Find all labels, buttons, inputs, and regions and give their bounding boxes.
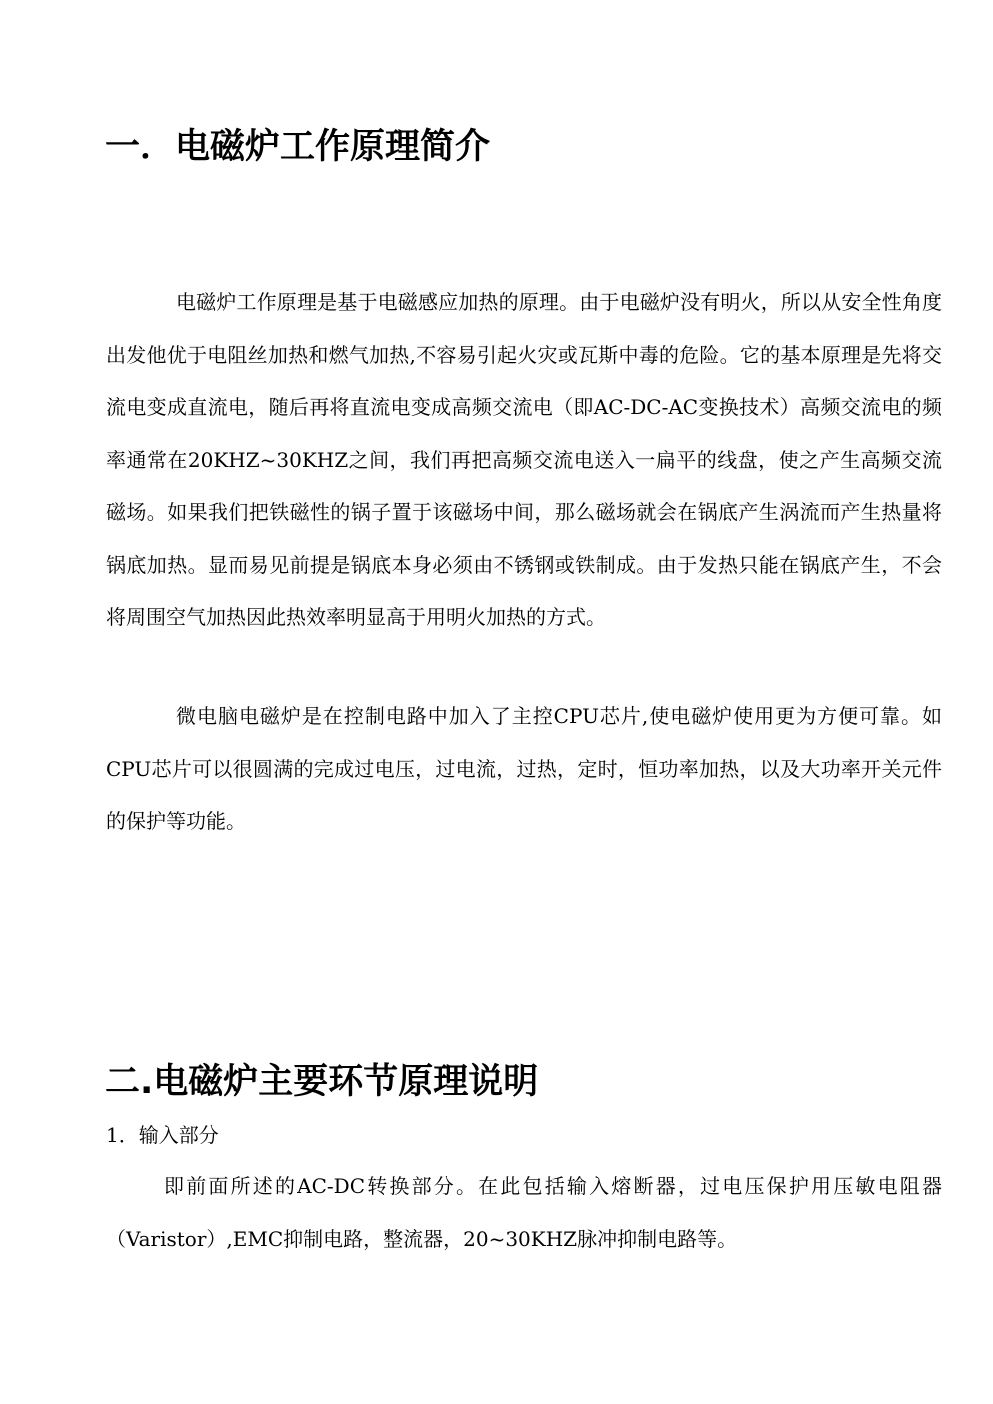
section-1-heading: 一．电磁炉工作原理简介 [105, 127, 491, 167]
section-2-heading: 二.电磁炉主要环节原理说明 [105, 1062, 539, 1102]
section-1-paragraph-2: 微电脑电磁炉是在控制电路中加入了主控CPU芯片,使电磁炉使用更为方便可靠。如CPU芯片可以很圆满的完成过电压，过电流，过热，定时，恒功率加热，以及大功率开关元件的保护等功能。 [106, 704, 942, 833]
subsection-1-paragraph: 即前面所述的AC-DC转换部分。在此包括输入熔断器，过电压保护用压敏电阻器（Varistor）,EMC抑制电路，整流器，20~30KHZ脉冲抑制电路等。 [106, 1174, 942, 1251]
section-1-paragraph-1: 电磁炉工作原理是基于电磁感应加热的原理。由于电磁炉没有明火，所以从安全性角度出发他优于电阻丝加热和燃气加热,不容易引起火灾或瓦斯中毒的危险。它的基本原理是先将交流电变成直流电，随后再将直流电变成高频交流电（即AC-DC-AC变换技术）高频交流电的频率通常在20KHZ~30KHZ之间，我们再把高频交流电送入一扁平的线盘，使之产生高频交流磁场。如果我们把铁磁性的锅子置于该磁场中间，那么磁场就会在锅底产生涡流而产生热量将锅底加热。显而易见前提是锅底本身必须由不锈钢或铁制成。由于发热只能在锅底产生，不会将周围空气加热因此热效率明显高于用明火加热的方式。 [106, 290, 942, 629]
subsection-1-title: 1．输入部分 [106, 1123, 219, 1147]
